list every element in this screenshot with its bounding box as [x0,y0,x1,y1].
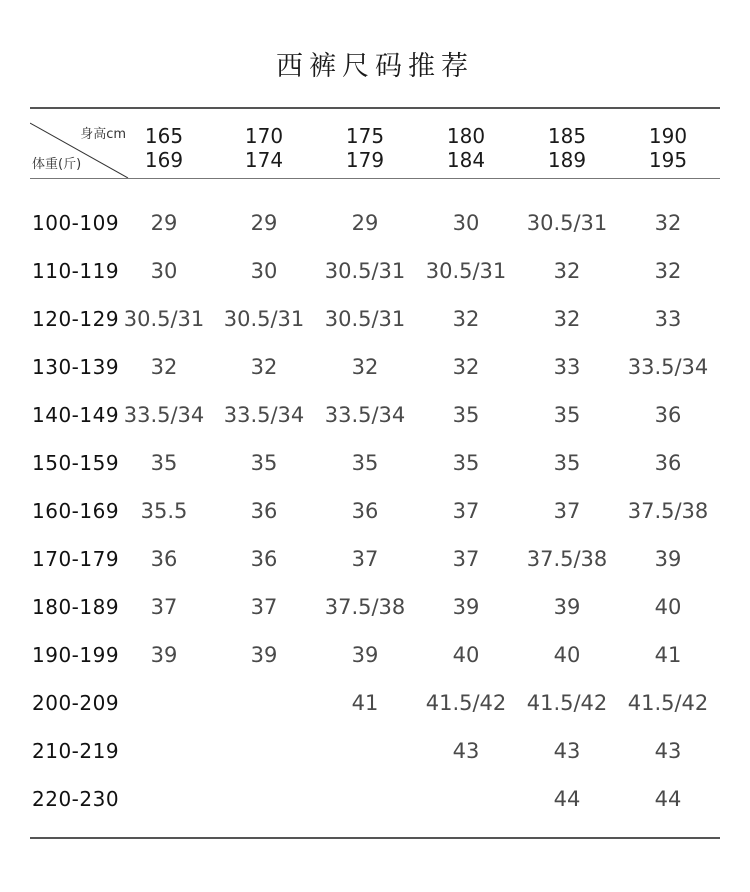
size-cell: 39 [351,643,379,667]
height-range-to: 169 [144,148,184,172]
size-cell: 43 [452,739,480,763]
size-cell: 30.5/31 [324,307,406,331]
weight-range-cell: 210-219 [32,739,120,763]
table-row [0,448,750,496]
page-title: 西裤尺码推荐 [276,51,474,82]
size-cell: 30.5/31 [223,307,305,331]
size-cell: 30 [250,259,278,283]
table-row [0,640,750,688]
size-cell: 37 [150,595,178,619]
table-row [0,784,750,832]
size-cell: 30 [150,259,178,283]
height-column-header [214,124,314,172]
size-cell: 37 [452,547,480,571]
size-cell: 37.5/38 [627,499,709,523]
weight-range-cell: 170-179 [32,547,120,571]
table-row [0,256,750,304]
header-divider [30,178,720,179]
size-cell: 33.5/34 [223,403,305,427]
size-cell: 39 [452,595,480,619]
table-row [0,592,750,640]
height-range-from: 170 [244,124,284,148]
size-cell: 33 [553,355,581,379]
weight-range-cell: 190-199 [32,643,120,667]
size-cell: 32 [553,259,581,283]
bottom-divider [30,837,720,839]
size-cell: 35.5 [140,499,188,523]
size-cell: 41.5/42 [425,691,507,715]
size-cell: 39 [553,595,581,619]
height-column-header [114,124,214,172]
size-cell: 40 [553,643,581,667]
size-cell: 41 [351,691,379,715]
size-cell: 30.5/31 [324,259,406,283]
table-row [0,208,750,256]
weight-range-cell: 180-189 [32,595,120,619]
table-row [0,496,750,544]
size-cell: 43 [553,739,581,763]
size-cell: 37.5/38 [526,547,608,571]
height-range-to: 184 [446,148,486,172]
size-cell: 36 [250,547,278,571]
size-cell: 41 [654,643,682,667]
size-cell: 32 [452,355,480,379]
table-row [0,736,750,784]
size-cell: 29 [150,211,178,235]
size-cell: 35 [553,403,581,427]
weight-range-cell: 100-109 [32,211,120,235]
size-cell: 32 [452,307,480,331]
size-cell: 30.5/31 [526,211,608,235]
size-cell: 35 [351,451,379,475]
height-range-from: 180 [446,124,486,148]
weight-range-cell: 110-119 [32,259,120,283]
size-cell: 39 [250,643,278,667]
size-cell: 37 [250,595,278,619]
size-cell: 37.5/38 [324,595,406,619]
size-cell: 35 [452,403,480,427]
size-cell: 35 [250,451,278,475]
size-cell: 32 [654,211,682,235]
weight-range-cell: 220-230 [32,787,120,811]
height-range-from: 190 [648,124,688,148]
size-cell: 43 [654,739,682,763]
table-row [0,304,750,352]
size-cell: 29 [351,211,379,235]
size-cell: 35 [553,451,581,475]
weight-range-cell: 200-209 [32,691,120,715]
size-cell: 37 [351,547,379,571]
height-range-to: 179 [345,148,385,172]
size-cell: 44 [553,787,581,811]
size-cell: 40 [452,643,480,667]
height-range-to: 195 [648,148,688,172]
size-cell: 44 [654,787,682,811]
size-cell: 32 [351,355,379,379]
size-cell: 33.5/34 [627,355,709,379]
size-cell: 33.5/34 [324,403,406,427]
weight-axis-label: 体重(斤) [32,157,82,172]
size-cell: 35 [452,451,480,475]
size-cell: 41.5/42 [627,691,709,715]
table-row [0,544,750,592]
size-cell: 36 [654,451,682,475]
size-cell: 32 [654,259,682,283]
height-column-header [416,124,516,172]
size-cell: 36 [250,499,278,523]
table-row [0,400,750,448]
size-cell: 39 [654,547,682,571]
height-range-from: 185 [547,124,587,148]
size-cell: 36 [351,499,379,523]
table-row [0,688,750,736]
weight-range-cell: 130-139 [32,355,120,379]
size-cell: 30.5/31 [425,259,507,283]
size-cell: 41.5/42 [526,691,608,715]
weight-range-cell: 120-129 [32,307,120,331]
top-divider [30,107,720,109]
size-cell: 36 [654,403,682,427]
weight-range-cell: 160-169 [32,499,120,523]
size-cell: 33 [654,307,682,331]
size-cell: 30.5/31 [123,307,205,331]
size-cell: 32 [250,355,278,379]
height-column-header [315,124,415,172]
size-cell: 29 [250,211,278,235]
size-cell: 36 [150,547,178,571]
size-cell: 32 [553,307,581,331]
weight-range-cell: 150-159 [32,451,120,475]
size-cell: 37 [553,499,581,523]
height-range-from: 165 [144,124,184,148]
size-cell: 35 [150,451,178,475]
size-cell: 37 [452,499,480,523]
height-range-to: 189 [547,148,587,172]
height-range-to: 174 [244,148,284,172]
size-cell: 39 [150,643,178,667]
height-column-header [618,124,718,172]
height-axis-label: 身高cm [80,127,126,142]
size-cell: 30 [452,211,480,235]
size-cell: 32 [150,355,178,379]
table-row [0,352,750,400]
weight-range-cell: 140-149 [32,403,120,427]
height-range-from: 175 [345,124,385,148]
size-cell: 40 [654,595,682,619]
height-column-header [517,124,617,172]
size-cell: 33.5/34 [123,403,205,427]
